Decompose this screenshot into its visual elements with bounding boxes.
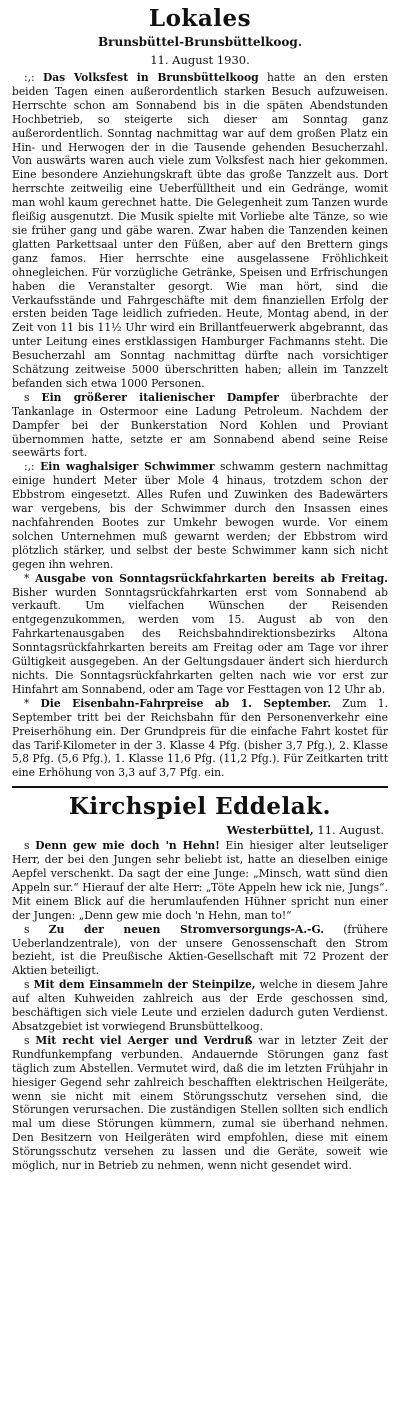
article-sonntagsrueckfahrkarten (12, 572, 388, 697)
article-list-eddelak (12, 839, 388, 1173)
article-lead: Mit dem Einsammeln der Steinpilze, (33, 978, 256, 992)
article-steinpilze (12, 978, 388, 1034)
section-subtitle: Brunsbüttel-Brunsbüttelkoog. (98, 35, 302, 49)
article-body: Zum 1. September tritt bei der Reichsbahn für den Personenverkehr eine Preiserhöhung ein. Der Grundpreis für die einfache Fahrt kostet für das Tarif-Kilometer in der 3. Klasse 4 Pfg. (bisher 3,7 Pfg.), 2. Klasse 5,8 Pfg. (5,6 Pfg.), 1. Klasse 11,6 Pfg. (11,2 Pfg.). Für Zeitkarten tritt eine Erhöhung von 3,3 auf 3,7 Pfg. ein. (12, 696, 388, 780)
article-rundfunk (12, 1034, 388, 1173)
section-dateline (12, 822, 388, 839)
article-marker: s (24, 1033, 30, 1047)
article-body: war in letzter Zeit der Rundfunkempfang verbunden. Andauernde Störungen ganz fast täglich zum Abstellen. Vermutet wird, daß die im letzten Frühjahr in hiesiger Gegend sehr zahlreich beschafften elektrischen Heilgeräte, wenn sie nicht mit einem Störungsschutz versehen sind, die Störungen verursachen. Die zuständigen Stellen sollten sich endlich mal um diese Störungen kümmern, zumal sie überhand nehmen. Den Besitzern von Heilgeräten wird empfohlen, diese mit einem Störungsschutz versehen zu lassen und die Geräte, soweit wie möglich, nur in Betrieb zu nehmen, wenn nicht gesendet wird. (12, 1033, 389, 1173)
article-marker: * (24, 571, 30, 585)
section-title-eddelak: Kirchspiel Eddelak. (68, 793, 332, 821)
article-hehn (12, 839, 388, 922)
article-marker: * (24, 696, 30, 710)
article-lead: Zu der neuen Stromversorgungs-A.-G. (48, 922, 324, 936)
article-list-lokales (12, 71, 388, 780)
article-volksfest (12, 71, 388, 391)
section-divider (12, 786, 388, 788)
article-body: welche in diesem Jahre auf alten Kuhweiden zahlreich aus der Erde geschossen sind, beschäftigen sich viele Leute und erzielen dadurch guten Verdienst. Absatzgebiet ist vorwiegend Brunsbüttelkoog. (12, 978, 388, 1033)
article-lead: Ein größerer italienischer Dampfer (41, 390, 279, 404)
article-marker: s (24, 390, 30, 404)
article-schwimmer (12, 460, 388, 571)
article-lead: Ein waghalsiger Schwimmer (40, 460, 215, 474)
dateline-place: Westerbüttel, (226, 823, 314, 838)
article-lead: Ausgabe von Sonntagsrückfahrkarten bereits ab Freitag. (35, 571, 388, 585)
article-marker: s (24, 839, 30, 853)
article-dampfer (12, 391, 388, 461)
article-lead: Das Volksfest in Brunsbüttelkoog (42, 71, 259, 84)
article-lead: Denn gew mie doch 'n Hehn! (35, 839, 220, 853)
article-marker: :,: (24, 71, 35, 84)
article-body: (frühere Ueberlandzentrale), von der unsere Genossenschaft den Strom bezieht, ist die Preußische Aktien-Gesellschaft mit 72 Prozent der Aktien beteiligt. (12, 922, 388, 978)
article-body: Ein hiesiger alter leutseliger Herr, der bei den Jungen sehr beliebt ist, hatte an dieselben einige Aepfel verschenkt. Da sagt der eine Junge: „Minsch, watt sünd dien Appeln sur.“ Hierauf der alte Herr: „Töte Appeln hew ick nie, Jungs“. Mit einem Blick auf die herumlaufenden Hühner spricht nun einer der Jungen: „Denn gew mie doch 'n Hehn, man to!“ (12, 839, 388, 922)
article-marker: s (24, 922, 30, 936)
section-date: 11. August 1930. (150, 53, 250, 67)
article-body: schwamm gestern nachmittag einige hundert Meter über Mole 4 hinaus, trotzdem schon der Ebbstrom eingesetzt. Alles Rufen und Zuwinken des Badewärters war vergebens, bis der Schwimmer durch den Insassen eines nachfahrenden Bootes zur Umkehr bewogen wurde. Vor einem solchen Unternehmen muß gewarnt werden; der Ebbstrom wird plötzlich stärker, und selbst der beste Schwimmer kann sich nicht gegen ihn wehren. (12, 460, 389, 571)
article-marker: s (24, 978, 30, 992)
section-title-lokales: Lokales (148, 5, 252, 32)
article-body: überbrachte der Tankanlage in Ostermoor eine Ladung Petroleum. Nachdem der Dampfer bei der Bunkerstation Nord Kohlen und Proviant übernommen hatte, setzte er am Sonnabend abend seine Reise seewärts fort. (12, 390, 388, 460)
article-lead: Mit recht viel Aerger und Verdruß (35, 1033, 253, 1047)
article-fahrpreise (12, 697, 388, 780)
dateline-date: 11. August. (317, 823, 384, 838)
article-marker: :,: (24, 460, 35, 474)
article-body: Bisher wurden Sonntagsrückfahrkarten erst vom Sonnabend ab verkauft. Um vielfachen Wünschen der Reisenden entgegenzukommen, werden vom 15. August ab von den Fahrkartenausgaben des Reichsbahndirektionsbezirks Altona Sonntagsrückfahrkarten bereits am Freitag oder am Tage vor ihrer Gültigkeit ausgegeben. An der Geltungsdauer ändert sich hierdurch nichts. Die Sonntagsrückfahrkarten gelten nach wie vor erst zur Hinfahrt am Sonnabend, oder am Tage vor Festtagen von 12 Uhr ab. (12, 585, 388, 696)
article-stromversorgung (12, 923, 388, 979)
article-lead: Die Eisenbahn-Fahrpreise ab 1. September. (40, 696, 332, 710)
article-body: hatte an den ersten beiden Tagen einen außerordentlich starken Besuch aufzuweisen. Herrschte schon am Sonnabend bis in die späten Abendstunden Hochbetrieb, so steigerte sich dieser am Sonntag ganz außerordentlich. Sonntag nachmittag war auf dem großen Platz ein Hin- und Herwogen der in die Tausende gehenden Besucherzahl. Von auswärts waren auch viele zum Volksfest nach hier gekommen. Eine besondere Anziehungskraft übte das große Tanzzelt aus. Dort herrschte zeitweilig eine Ueberfülltheit und ein Gedränge, womit man wohl kaum gerechnet hatte. Die Gelegenheit zum Tanzen wurde fleißig ausgenutzt. Die Musik spielte mit Vorliebe alte Tänze, so wie sie früher gang und gäbe waren. Zwar haben die Tanzenden keinen glatten Parkettsaal unter den Füßen, aber auf den Brettern gings ganz famos. Hier herrschte eine ausgelassene Fröhlichkeit ohnegleichen. Für vorzügliche Getränke, Speisen und Erfrischungen haben die Veranstalter gesorgt. Wie man hört, sind die Verkaufsstände und Fahrgeschäfte mit dem finanziellen Erfolg der ersten beiden Tage leidlich zufrieden. Heute, Montag abend, in der Zeit von 11 bis 11½ Uhr wird ein Brillantfeuerwerk abgebrannt, das unter Leitung eines erstklassigen Hamburger Fachmanns steht. Die Besucherzahl am Sonntag nachmittag dürfte nach vorsichtiger Schätzung zeitweise 5000 überschritten haben; allein im Tanzzelt befanden sich etwa 1000 Personen. (12, 71, 388, 390)
